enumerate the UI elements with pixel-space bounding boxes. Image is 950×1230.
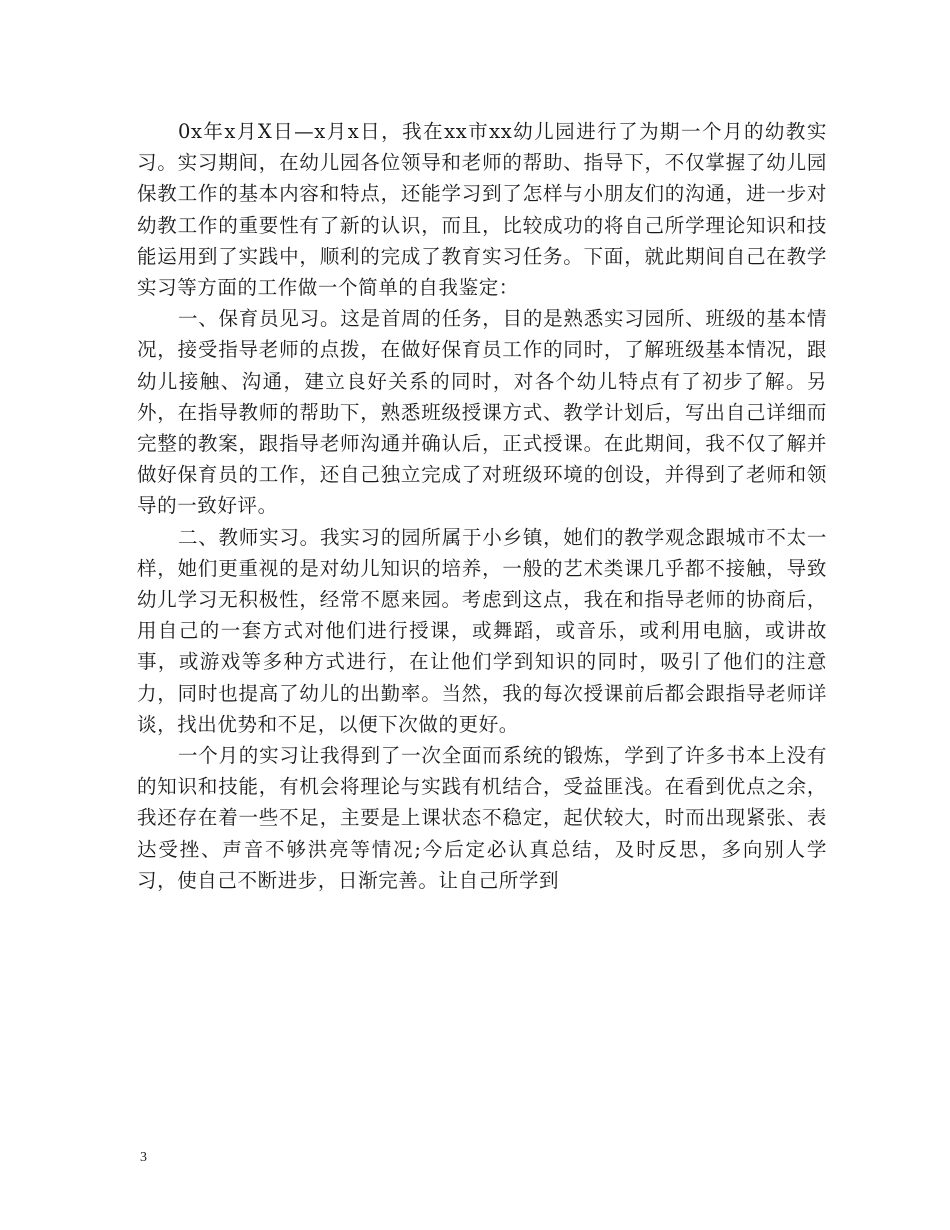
paragraph-nursery-assistant: 一、保育员见习。这是首周的任务，目的是熟悉实习园所、班级的基本情况，接受指导老师的点拨，在做好保育员工作的同时，了解班级基本情况，跟幼儿接触、沟通，建立良好关系的同时，对各个幼儿特点有了初步了解。另外，在指导教师的帮助下，熟悉班级授课方式、教学计划后，写出自己详细而完整的教案，跟指导老师沟通并确认后，正式授课。在此期间，我不仅了解并做好保育员的工作，还自己独立完成了对班级环境的创设，并得到了老师和领导的一致好评。 [137, 307, 827, 518]
page-number: 3 [140, 1150, 147, 1165]
document-body [137, 116, 827, 896]
paragraph-intro: 0x年x月X日—x月x日，我在xx市xx幼儿园进行了为期一个月的幼教实习。实习期间，在幼儿园各位领导和老师的帮助、指导下，不仅掌握了幼儿园保教工作的基本内容和特点，还能学习到了怎样与小朋友们的沟通，进一步对幼教工作的重要性有了新的认识，而且，比较成功的将自己所学理论知识和技能运用到了实践中，顺利的完成了教育实习任务。下面，就此期间自己在教学实习等方面的工作做一个简单的自我鉴定： [137, 120, 827, 300]
paragraph-summary: 一个月的实习让我得到了一次全面而系统的锻炼，学到了许多书本上没有的知识和技能，有机会将理论与实践有机结合，受益匪浅。在看到优点之余，我还存在着一些不足，主要是上课状态不稳定，起伏较大，时而出现紧张、表达受挫、声音不够洪亮等情况;今后定必认真总结，及时反思，多向别人学习，使自己不断进步，日渐完善。让自己所学到 [137, 744, 827, 892]
paragraph-teacher-internship: 二、教师实习。我实习的园所属于小乡镇，她们的教学观念跟城市不太一样，她们更重视的是对幼儿知识的培养，一般的艺术类课几乎都不接触，导致幼儿学习无积极性，经常不愿来园。考虑到这点，我在和指导老师的协商后，用自己的一套方式对他们进行授课，或舞蹈，或音乐，或利用电脑，或讲故事，或游戏等多种方式进行，在让他们学到知识的同时，吸引了他们的注意力，同时也提高了幼儿的出勤率。当然，我的每次授课前后都会跟指导老师详谈，找出优势和不足，以便下次做的更好。 [137, 525, 827, 736]
